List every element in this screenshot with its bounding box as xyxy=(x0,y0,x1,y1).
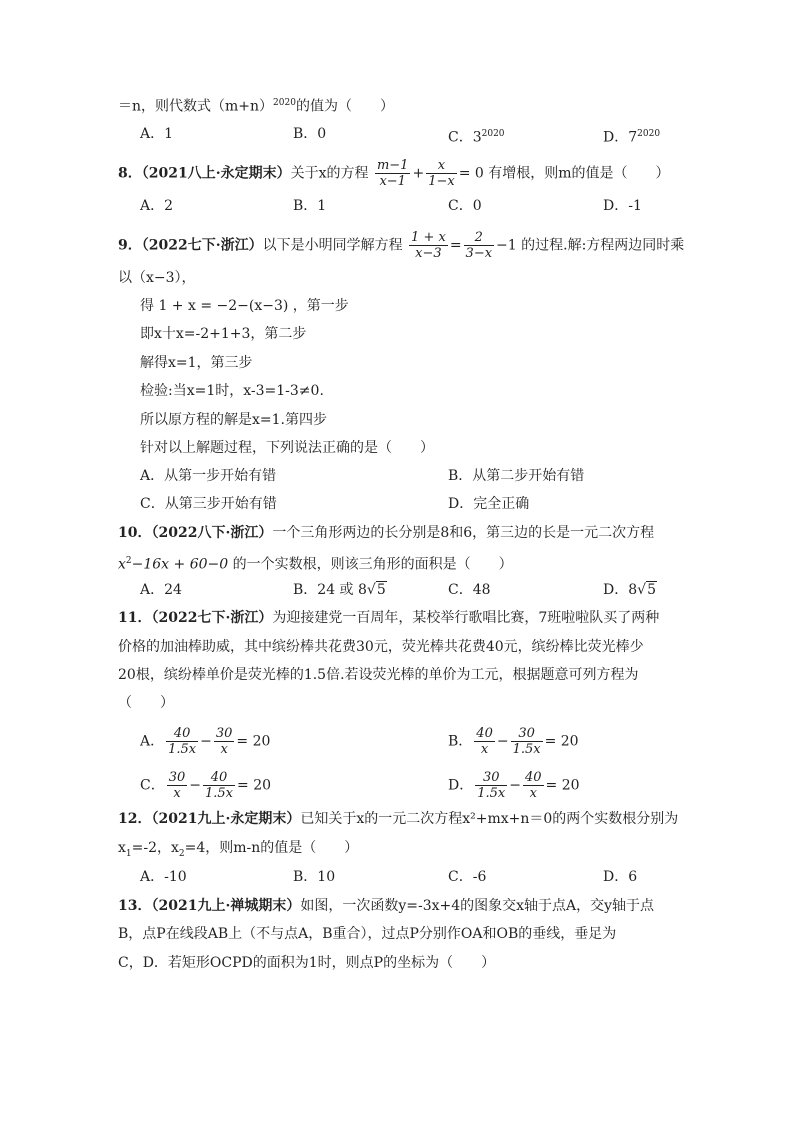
q10-stem xyxy=(118,523,654,543)
q8-post: 有增根，则m的值是（ ） xyxy=(488,165,670,182)
q9-pre: 以下是小明同学解方程 xyxy=(262,237,403,254)
q11-option-b[interactable] xyxy=(448,726,579,757)
q12-line1: 已知关于x的一元二次方程x²+mx+n＝0的两个实数根分别为 xyxy=(300,811,679,827)
q11-a-n1: 40 xyxy=(166,726,198,742)
q11-a-d2: x xyxy=(220,742,228,757)
q10-line2-text: 的一个实数根，则该三角形的面积是（ ） xyxy=(232,556,513,573)
q10-option-d-radicand: 5 xyxy=(647,582,656,598)
q10-option-d[interactable]: D．8√5 xyxy=(603,582,656,598)
q8-option-c[interactable]: C．0 xyxy=(448,198,482,214)
q7-option-a[interactable]: A．1 xyxy=(140,126,174,142)
q9-step3: 解得x=1，第三步 xyxy=(140,355,253,371)
q9-eq: = xyxy=(449,237,462,254)
q9-post: 的过程.解:方程两边同时乘 xyxy=(521,237,685,254)
q11-a-frac2 xyxy=(214,726,235,757)
q11-d-n1: 30 xyxy=(475,770,507,786)
q9-step2: 即x十x=-2+1+3，第二步 xyxy=(140,326,307,342)
q11-source: （2022七下·浙江） xyxy=(151,610,273,626)
q10-option-b-radicand: 5 xyxy=(376,582,386,598)
q8-plus: + xyxy=(412,165,425,182)
q9-line2: 以（x−3）， xyxy=(118,270,196,286)
q8-f2-num: x xyxy=(426,158,457,174)
q12-option-c[interactable]: C．-6 xyxy=(448,869,487,885)
q11-c-d1: x xyxy=(173,786,181,801)
q13-line3: C，D．若矩形OCPD的面积为1时，则点P的坐标为（ ） xyxy=(118,955,496,971)
q9-f2-den: 3−x xyxy=(465,246,493,261)
q11-option-a[interactable] xyxy=(140,726,270,757)
q11-b-minus: − xyxy=(496,733,509,750)
q12-option-b[interactable]: B．10 xyxy=(293,869,336,885)
q7-stem xyxy=(118,93,394,117)
q11-b-frac1 xyxy=(474,726,495,757)
q11-b-d1: x xyxy=(480,742,489,757)
q11-option-c[interactable] xyxy=(140,770,271,801)
q12-x1: x xyxy=(118,840,126,856)
q10-eq: −16x + 60−0 xyxy=(131,556,229,573)
q11-b-n1: 40 xyxy=(476,726,493,741)
q9-source: （2022七下·浙江） xyxy=(141,237,263,254)
q12-source: （2021九上·永定期末） xyxy=(151,811,301,827)
q8-option-d[interactable]: D．-1 xyxy=(603,198,642,214)
q7-option-b[interactable]: B．0 xyxy=(293,126,327,142)
q11-c-frac1 xyxy=(167,770,188,801)
q10-x: x xyxy=(118,556,126,573)
q11-line2: 价格的加油棒助威，其中缤纷棒共花费30元，荧光棒共花费40元，缤纷棒比荧光棒少 xyxy=(118,639,644,655)
q13-line1: 如图，一次函数y=-3x+4的图象交x轴于点A，交y轴于点 xyxy=(300,898,655,914)
q12-stem xyxy=(118,809,678,829)
q8-option-b[interactable]: B．1 xyxy=(293,198,327,214)
q7-option-c-base: C．3 xyxy=(448,129,482,146)
q11-c-n1: 30 xyxy=(168,770,186,785)
q9-option-c[interactable]: C．从第三步开始有错 xyxy=(140,496,277,512)
q11-c-minus: − xyxy=(189,777,201,794)
q11-b-d2: 1.5x xyxy=(512,742,541,757)
q8-number: 8． xyxy=(118,165,142,182)
q9-option-a[interactable]: A．从第一步开始有错 xyxy=(140,468,277,484)
q11-c-frac2 xyxy=(203,770,235,801)
q8-stem xyxy=(118,158,670,189)
q12-option-d[interactable]: D．6 xyxy=(603,869,638,885)
q11-line1: 为迎接建党一百周年，某校举行歌唱比赛，7班啦啦队买了两种 xyxy=(272,610,660,626)
q11-option-d[interactable] xyxy=(448,770,580,801)
q11-a-rhs: = 20 xyxy=(236,733,271,750)
q11-line4: （ ） xyxy=(118,695,174,711)
q8-f1-num: m−1 xyxy=(376,158,409,173)
q13-stem xyxy=(118,896,654,916)
q11-d-n2: 40 xyxy=(524,770,542,785)
q10-line1: 一个三角形两边的长分别是8和6，第三边的长是一元二次方程 xyxy=(272,525,655,541)
q11-d-d1: 1.5x xyxy=(477,786,506,801)
q10-option-b[interactable]: B．24 或 8√5 xyxy=(293,582,386,598)
q7-option-d-base: D．7 xyxy=(603,129,638,146)
q10-source: （2022八下·浙江） xyxy=(151,525,273,541)
q8-pre: 关于x的方程 xyxy=(290,165,369,182)
q9-stem xyxy=(118,230,684,261)
q7-option-d-exp: 2020 xyxy=(637,129,661,139)
q10-sup: 2 xyxy=(125,556,132,566)
q11-b-rhs: = 20 xyxy=(544,733,579,750)
q11-c-d2: 1.5x xyxy=(205,786,234,801)
q8-option-a[interactable]: A．2 xyxy=(140,198,174,214)
q10-option-a[interactable]: A．24 xyxy=(140,582,182,598)
q8-source: （2021八上·永定期末） xyxy=(141,165,291,182)
q9-step1: 得 1 + x = −2−(x−3) ，第一步 xyxy=(140,298,349,314)
q9-question: 针对以上解题过程，下列说法正确的是（ ） xyxy=(140,440,434,456)
q11-a-frac1 xyxy=(166,726,198,757)
q10-option-b-text: B．24 或 8 xyxy=(293,582,367,598)
q8-eq: = 0 xyxy=(458,165,484,182)
q13-number: 13． xyxy=(118,898,152,914)
q11-b-n2: 30 xyxy=(511,726,543,742)
q11-c-n2: 40 xyxy=(203,770,235,786)
q10-option-d-text: D．8 xyxy=(603,582,638,598)
q11-d-d2: x xyxy=(529,786,537,801)
q12-option-a[interactable]: A．-10 xyxy=(140,869,187,885)
q11-b-label: B． xyxy=(448,733,473,750)
q12-line2 xyxy=(118,838,358,864)
q9-number: 9． xyxy=(118,237,142,254)
q11-stem xyxy=(118,608,659,628)
q13-line2: B，点P在线段AB上（不与点A，B重合），过点P分别作OA和OB的垂线，垂足为 xyxy=(118,926,617,942)
q9-option-b[interactable]: B．从第二步开始有错 xyxy=(448,468,585,484)
q11-a-minus: − xyxy=(200,733,212,750)
q9-f2-num: 2 xyxy=(464,230,495,246)
q8-fraction-1 xyxy=(375,158,411,189)
q9-f1-num: 1 + x xyxy=(411,230,446,245)
q9-f1-den: x−3 xyxy=(415,246,442,261)
q12-number: 12． xyxy=(118,811,152,827)
q8-fraction-2 xyxy=(426,158,457,189)
q7-option-c[interactable] xyxy=(448,124,505,148)
q13-source: （2021九上·禅城期末） xyxy=(151,898,301,914)
q11-number: 11． xyxy=(118,610,152,626)
q11-d-label: D． xyxy=(448,777,474,794)
q7-exponent: 2020 xyxy=(273,98,296,108)
q11-line3: 20根，缤纷棒单价是荧光棒的1.5倍.若设荧光棒的单价为工元，根据题意可列方程为 xyxy=(118,667,639,683)
q9-step4: 检验:当x=1时，x-3=1-3≠0. xyxy=(140,383,324,399)
q12-sub1: 1 xyxy=(125,848,132,859)
q11-d-minus: − xyxy=(509,777,521,794)
q8-f2-den: 1−x xyxy=(428,174,455,189)
q9-minus1: −1 xyxy=(496,237,517,254)
q7-text: ＝n，则代数式（m+n） xyxy=(118,98,274,115)
q7-text2: 的值为（ ） xyxy=(295,98,394,115)
q11-a-label: A． xyxy=(140,733,165,750)
q11-d-frac1 xyxy=(475,770,507,801)
q11-c-rhs: = 20 xyxy=(237,777,272,794)
q8-f1-den: x−1 xyxy=(379,174,406,189)
q9-option-d[interactable]: D．完全正确 xyxy=(448,496,530,512)
q9-step5: 所以原方程的解是x=1.第四步 xyxy=(140,412,327,428)
q11-d-rhs: = 20 xyxy=(545,777,580,794)
q12-end: =4，则m-n的值是（ ） xyxy=(184,840,359,856)
q9-fraction-1 xyxy=(409,230,448,261)
q11-c-label: C． xyxy=(140,777,165,794)
q10-option-c[interactable]: C．48 xyxy=(448,582,491,598)
q11-a-d1: 1.5x xyxy=(168,742,197,757)
q10-line2 xyxy=(118,551,513,575)
q7-option-c-exp: 2020 xyxy=(481,129,505,139)
q12-mid: =-2，x xyxy=(131,840,179,856)
q11-a-n2: 30 xyxy=(215,726,233,741)
q10-number: 10． xyxy=(118,525,152,541)
q7-option-d[interactable] xyxy=(603,124,660,148)
q12-sub2: 2 xyxy=(178,848,185,859)
q9-fraction-2 xyxy=(464,230,495,261)
q11-d-frac2 xyxy=(523,770,544,801)
q11-b-frac2 xyxy=(511,726,543,757)
